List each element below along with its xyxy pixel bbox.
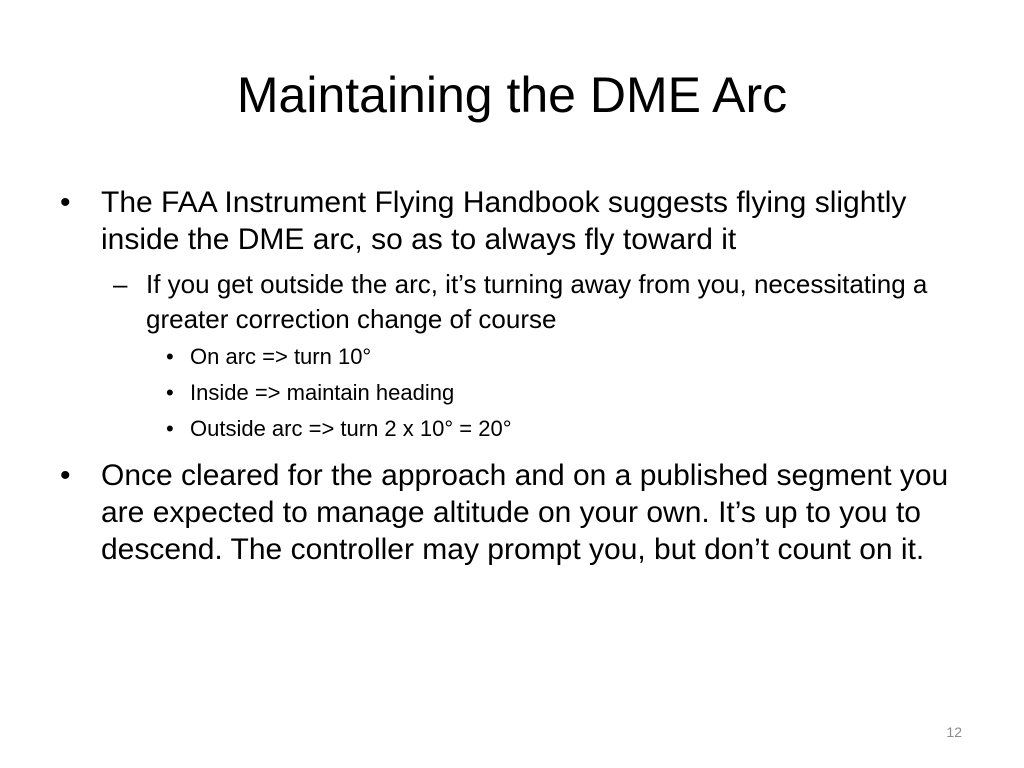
sub-sub-bullet-item xyxy=(60,343,970,371)
sub-sub-bullet-text: Outside arc => turn 2 x 10° = 20° xyxy=(190,416,512,441)
bullet-dot-icon: • xyxy=(60,186,71,219)
bullet-text: The FAA Instrument Flying Handbook suggests flying slightly inside the DME arc, so as to always fly toward it xyxy=(101,186,907,256)
bullet-text: Once cleared for the approach and on a published segment you are expected to manage altitude on your own. It’s up to you to descend. The controller may prompt you, but don’t count on it. xyxy=(101,459,949,566)
page-number: 12 xyxy=(946,724,962,740)
bullet-dot-icon: • xyxy=(166,416,174,441)
bullet-dot-icon: • xyxy=(60,459,71,492)
slide-content xyxy=(60,184,970,577)
sub-sub-bullet-item xyxy=(60,415,970,443)
sub-bullet-item xyxy=(60,267,970,337)
slide-title: Maintaining the DME Arc xyxy=(236,67,788,123)
sub-sub-bullet-text: On arc => turn 10° xyxy=(190,344,372,369)
sub-bullet-text: If you get outside the arc, it’s turning away from you, necessitating a greater correction change of course xyxy=(146,269,928,334)
bullet-dot-icon: • xyxy=(166,344,174,369)
bullet-item xyxy=(60,184,970,258)
sub-sub-bullet-item xyxy=(60,379,970,407)
bullet-item xyxy=(60,457,970,568)
bullet-dot-icon: • xyxy=(166,380,174,405)
dash-bullet-icon: – xyxy=(113,269,128,299)
sub-sub-bullet-text: Inside => maintain heading xyxy=(190,380,455,405)
